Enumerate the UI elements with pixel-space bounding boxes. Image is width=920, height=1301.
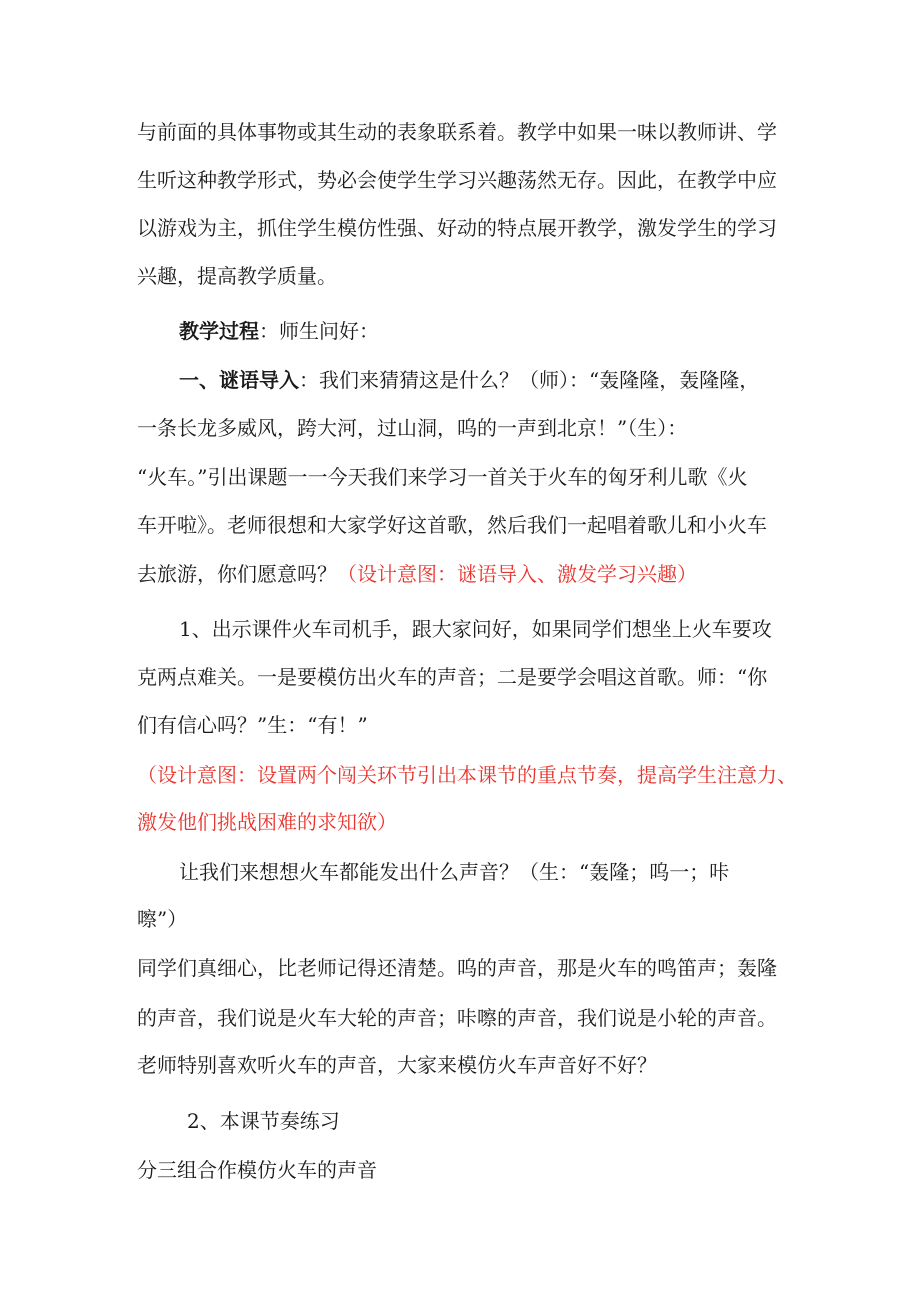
- process-label: 教学过程: [179, 319, 259, 343]
- riddle-heading: [179, 366, 759, 394]
- step1-line: 们有信心吗？”生：“有！”: [137, 713, 368, 737]
- riddle-line: “火车。”引出课题一一今天我们来学习一首关于火车的匈牙利儿歌《火: [137, 465, 748, 489]
- riddle-question: 去旅游，你们愿意吗？: [137, 562, 337, 586]
- groups-line: 分三组合作模仿火车的声音: [137, 1158, 377, 1182]
- step2-title: 2、本课节奏练习: [187, 1109, 340, 1133]
- step1-line: 1、出示课件火车司机手，跟大家问好，如果同学们想坐上火车要攻: [179, 617, 772, 641]
- riddle-label: 一、谜语导入: [179, 368, 299, 392]
- design-note-line: （设计意图：设置两个闯关环节引出本课节的重点节奏，提高学生注意力、: [137, 763, 797, 787]
- riddle-text: ：我们来猜猜这是什么？（师）：“轰隆隆，轰隆隆，: [299, 368, 760, 392]
- riddle-line: 车开啦》。老师很想和大家学好这首歌，然后我们一起唱着歌儿和小火车: [137, 513, 767, 537]
- paragraph-line: 生听这种教学形式，势必会使学生学习兴趣荡然无存。因此，在教学中应: [137, 168, 777, 192]
- explain-line: 同学们真细心，比老师记得还清楚。呜的声音，那是火车的鸣笛声；轰隆: [137, 956, 777, 980]
- sounds-line: 嚓”）: [137, 907, 188, 931]
- design-note: （设计意图：谜语导入、激发学习兴趣）: [337, 562, 697, 586]
- design-note-line: 激发他们挑战困难的求知欲）: [137, 810, 397, 834]
- explain-line: 老师特别喜欢听火车的声音，大家来模仿火车声音好不好？: [137, 1053, 657, 1077]
- paragraph-line: 与前面的具体事物或其生动的表象联系着。教学中如果一味以教师讲、学: [137, 120, 777, 144]
- riddle-line: 一条长龙多威风，跨大河，过山洞，呜的一声到北京！”（生）：: [137, 416, 688, 440]
- process-text: ：师生问好：: [259, 319, 379, 343]
- paragraph-line: 以游戏为主，抓住学生模仿性强、好动的特点展开教学，激发学生的学习: [137, 216, 777, 240]
- riddle-last-line: [137, 560, 697, 588]
- sounds-line: 让我们来想想火车都能发出什么声音？（生：“轰隆；呜一；咔: [179, 860, 730, 884]
- process-heading: [179, 317, 379, 345]
- step1-line: 克两点难关。一是要模仿出火车的声音；二是要学会唱这首歌。师：“你: [137, 665, 768, 689]
- explain-line: 的声音，我们说是火车大轮的声音；咔嚓的声音，我们说是小轮的声音。: [137, 1006, 777, 1030]
- paragraph-line: 兴趣，提高教学质量。: [137, 264, 337, 288]
